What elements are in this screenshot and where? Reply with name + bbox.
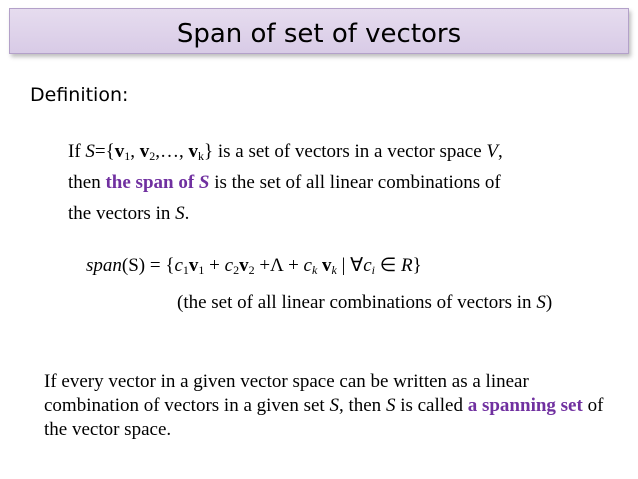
- definition-line-3: the vectors in S.: [68, 203, 190, 224]
- definition-line-2: then the span of S is the set of all linear combinations of: [68, 172, 501, 193]
- span-formula: span(S) = {$c_1v_1 + c_2v_2 +\Lambda + c_k$ $v_k$ | $\forall c_i$ ∈ R}: [86, 255, 422, 277]
- span-of-term: the span of: [105, 172, 199, 193]
- spanning-set-term: a spanning set: [467, 395, 583, 416]
- spanning-set-paragraph: If every vector in a given vector space can be written as a linear combination of vectors in a given set S, then S is called a spanning set of the vector space.: [44, 371, 604, 440]
- definition-label: Definition:: [30, 84, 129, 106]
- slide-title: Span of set of vectors: [176, 19, 462, 49]
- definition-line-1: If $S=\{v_1$, $v_2,\dots$, $v_k$} is a set of vectors in a vector space V,: [68, 141, 503, 163]
- formula-note: (the set of all linear combinations of vectors in S): [177, 292, 553, 313]
- title-banner: [9, 8, 629, 54]
